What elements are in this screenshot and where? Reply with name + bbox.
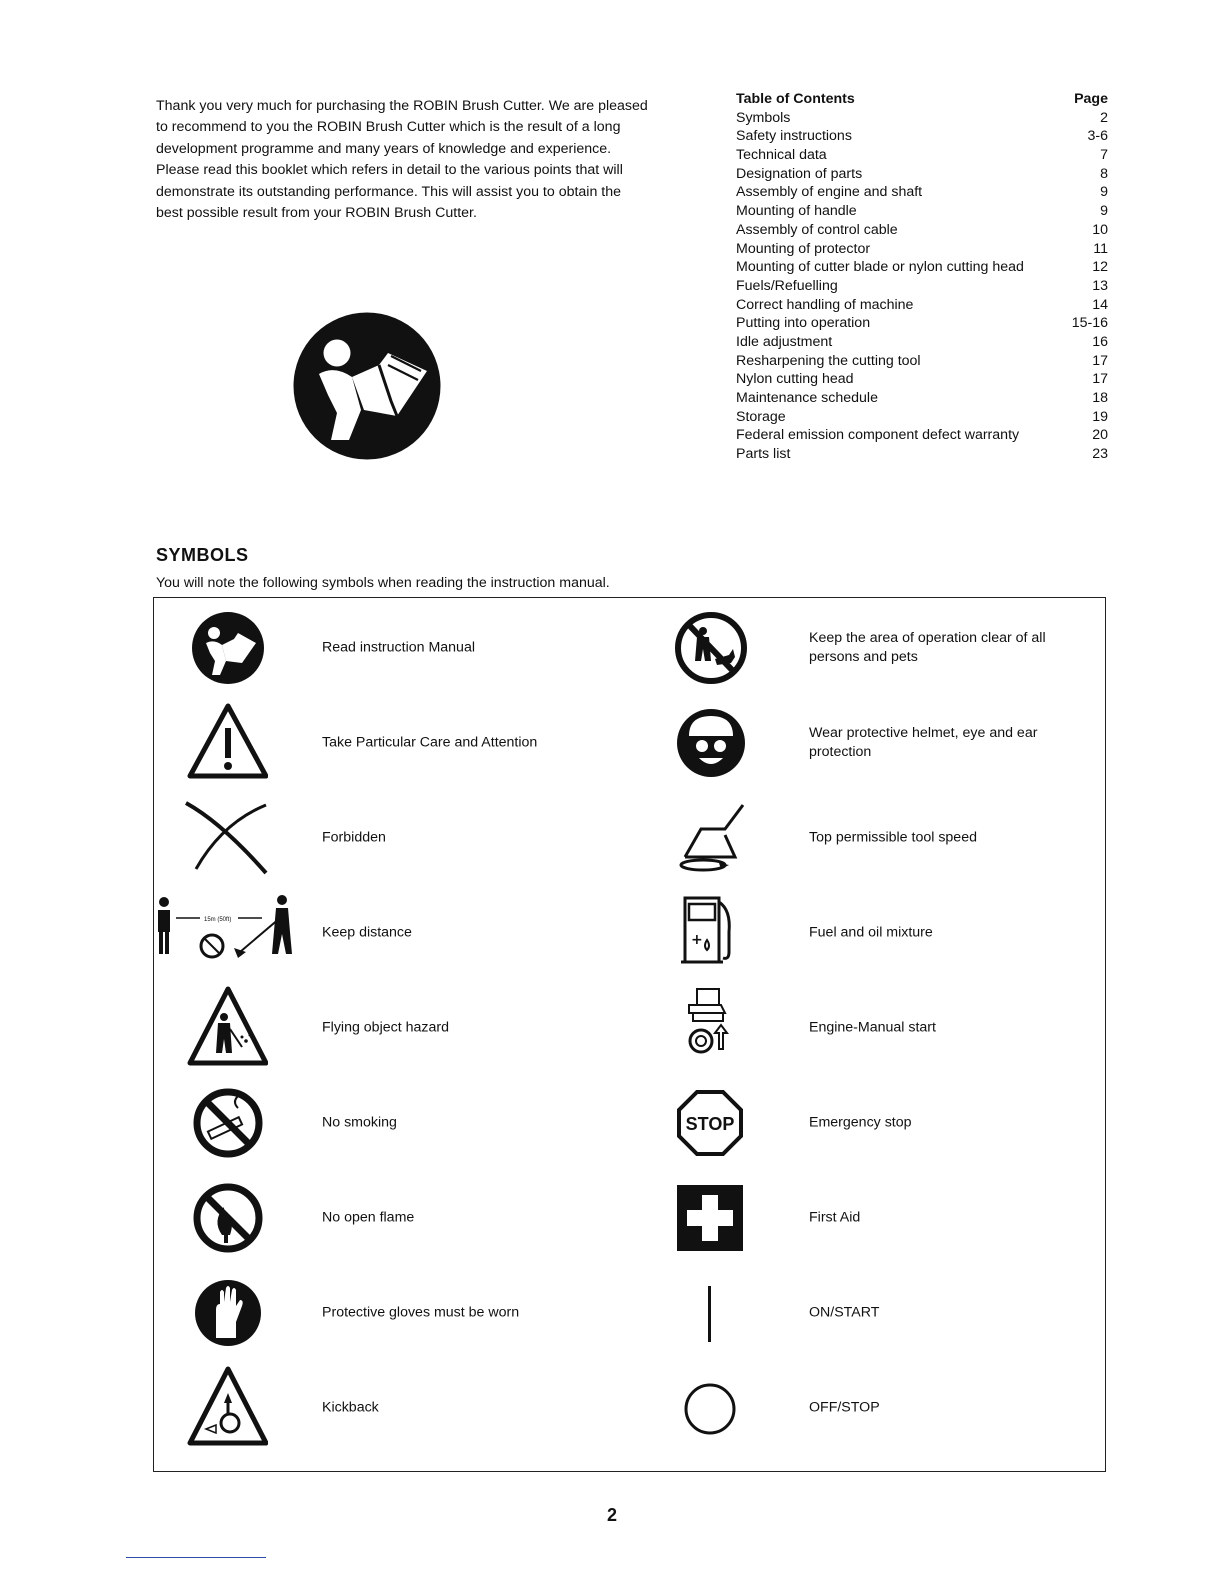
toc-entry[interactable] xyxy=(736,183,1108,202)
symbols-heading: SYMBOLS xyxy=(156,545,249,565)
toc-entry[interactable] xyxy=(736,277,1108,296)
intro-line: Please read this booklet which refers in detail to the various points that will xyxy=(156,162,623,179)
toc-entry-page: 9 xyxy=(1100,203,1108,220)
symbol-label: Fuel and oil mixture xyxy=(809,924,933,941)
svg-text:+: + xyxy=(691,932,703,948)
toc-entry-title: Technical data xyxy=(736,147,827,164)
toc-entry-title: Mounting of protector xyxy=(736,240,871,257)
toc-entry[interactable] xyxy=(736,202,1108,221)
toc-entry[interactable] xyxy=(736,221,1108,240)
toc-entry[interactable] xyxy=(736,165,1108,184)
toc-entry-page: 20 xyxy=(1092,427,1108,444)
toc-entry[interactable] xyxy=(736,240,1108,259)
symbol-label: First Aid xyxy=(809,1209,861,1226)
toc-entry-title: Correct handling of machine xyxy=(736,296,914,313)
toc-entry[interactable] xyxy=(736,109,1108,128)
intro-line: development programme and many years of knowledge and experience. xyxy=(156,140,612,157)
stop-text: STOP xyxy=(685,1114,735,1134)
intro-paragraph xyxy=(156,96,701,224)
toc-page-header: Page xyxy=(1074,91,1108,107)
warning-triangle-icon xyxy=(172,698,268,788)
kickback-icon xyxy=(172,1363,268,1453)
symbol-label: Keep distance xyxy=(322,924,412,941)
intro-line: to recommend to you the ROBIN Brush Cutter which is the result of a long xyxy=(156,119,621,136)
flying-object-icon xyxy=(172,983,268,1073)
toc-entry-page: 17 xyxy=(1092,352,1108,369)
toc-entry[interactable] xyxy=(736,370,1108,389)
symbol-label: Top permissible tool speed xyxy=(809,829,977,846)
toc-entry[interactable] xyxy=(736,408,1108,427)
toc-entry-page: 12 xyxy=(1092,259,1108,276)
page-number: 2 xyxy=(606,1505,617,1525)
symbol-label: Wear protective helmet, eye and ear protection xyxy=(809,725,1038,760)
on-start-icon xyxy=(659,1268,755,1358)
toc-entry[interactable] xyxy=(736,314,1108,333)
toc-entry-title: Storage xyxy=(736,408,786,425)
toc-entry[interactable] xyxy=(736,127,1108,146)
keep-distance-icon xyxy=(154,888,304,978)
manual-start-icon xyxy=(659,983,755,1073)
toc-entry-title: Putting into operation xyxy=(736,315,871,332)
intro-line: Thank you very much for purchasing the ROBIN Brush Cutter. We are pleased xyxy=(156,98,648,114)
helmet-icon xyxy=(659,698,755,788)
toc-entry-title: Symbols xyxy=(736,109,791,126)
forbidden-cross-icon xyxy=(172,793,268,883)
symbol-label: Forbidden xyxy=(322,829,386,846)
read-manual-large-icon xyxy=(292,311,442,461)
read-manual-icon xyxy=(172,603,268,693)
intro-line: best possible result from your ROBIN Brush Cutter. xyxy=(156,205,477,222)
toc-title: Table of Contents xyxy=(736,91,855,107)
toc-entry-title: Assembly of control cable xyxy=(736,221,898,238)
toc-entry-title: Nylon cutting head xyxy=(736,371,854,388)
symbol-label: Read instruction Manual xyxy=(322,639,475,656)
toc-entry-page: 9 xyxy=(1100,184,1108,201)
toc-entry-title: Mounting of cutter blade or nylon cutting head xyxy=(736,259,1024,276)
toc-entry-title: Idle adjustment xyxy=(736,333,833,350)
symbol-label: Engine-Manual start xyxy=(809,1019,936,1036)
toc-entry[interactable] xyxy=(736,445,1108,464)
symbol-label: Keep the area of operation clear of all persons and pets xyxy=(809,630,1046,665)
toc-entry-page: 2 xyxy=(1100,109,1108,126)
toc-entry-title: Federal emission component defect warranty xyxy=(736,427,1020,444)
no-smoking-icon xyxy=(172,1078,268,1168)
toc-entry-page: 13 xyxy=(1092,277,1108,294)
toc-entry[interactable] xyxy=(736,426,1108,445)
toc-entry[interactable] xyxy=(736,389,1108,408)
toc-entry-page: 16 xyxy=(1092,333,1108,350)
intro-line: demonstrate its outstanding performance. This will assist you to obtain the xyxy=(156,183,622,200)
toc-entry-page: 14 xyxy=(1092,296,1108,313)
fuel-pump-icon xyxy=(659,888,755,978)
tool-speed-icon xyxy=(659,793,755,883)
toc-entry-title: Maintenance schedule xyxy=(736,390,878,406)
symbols-subtitle: You will note the following symbols when reading the instruction manual. xyxy=(156,575,610,591)
toc-entry[interactable] xyxy=(736,333,1108,352)
off-stop-icon xyxy=(659,1363,755,1453)
toc-entry[interactable] xyxy=(736,258,1108,277)
toc-entry[interactable] xyxy=(736,296,1108,315)
symbol-label: Flying object hazard xyxy=(322,1019,449,1036)
toc-entry-title: Resharpening the cutting tool xyxy=(736,352,921,369)
first-aid-icon xyxy=(659,1173,755,1263)
table-of-contents xyxy=(736,90,1108,464)
stop-sign-icon xyxy=(659,1078,755,1168)
toc-entry-title: Designation of parts xyxy=(736,165,863,182)
toc-entry-title: Assembly of engine and shaft xyxy=(736,184,923,201)
toc-entry-page: 18 xyxy=(1092,390,1108,406)
symbol-label: Protective gloves must be worn xyxy=(322,1304,520,1321)
symbol-label: No smoking xyxy=(322,1114,397,1131)
symbol-label: ON/START xyxy=(809,1304,880,1321)
toc-entry-page: 11 xyxy=(1093,240,1108,257)
toc-entry-page: 10 xyxy=(1092,221,1108,238)
toc-entry-title: Safety instructions xyxy=(736,128,852,145)
gloves-icon xyxy=(172,1268,268,1358)
toc-header xyxy=(736,90,1108,109)
toc-entry[interactable] xyxy=(736,352,1108,371)
symbols-table xyxy=(153,597,1106,1472)
no-open-flame-icon xyxy=(172,1173,268,1263)
keep-clear-icon xyxy=(659,603,755,693)
toc-entry-title: Fuels/Refuelling xyxy=(736,277,838,294)
toc-entry-page: 8 xyxy=(1100,165,1108,182)
toc-entry-page: 15-16 xyxy=(1071,315,1108,332)
toc-entry-page: 19 xyxy=(1092,408,1108,425)
toc-entry-page: 7 xyxy=(1100,147,1108,164)
symbol-label: Take Particular Care and Attention xyxy=(322,734,538,751)
toc-entry[interactable] xyxy=(736,146,1108,165)
symbol-label: OFF/STOP xyxy=(809,1399,880,1416)
footer-rule xyxy=(126,1557,266,1558)
symbol-label: Emergency stop xyxy=(809,1114,912,1131)
toc-entry-title: Mounting of handle xyxy=(736,203,857,220)
symbol-label: No open flame xyxy=(322,1209,415,1226)
distance-label: 15m (50ft) xyxy=(204,917,232,923)
toc-entry-page: 17 xyxy=(1092,371,1108,388)
symbol-label: Kickback xyxy=(322,1399,379,1416)
toc-entry-page: 3-6 xyxy=(1087,128,1108,145)
toc-entry-title: Parts list xyxy=(736,446,791,463)
toc-entry-page: 23 xyxy=(1092,446,1108,463)
